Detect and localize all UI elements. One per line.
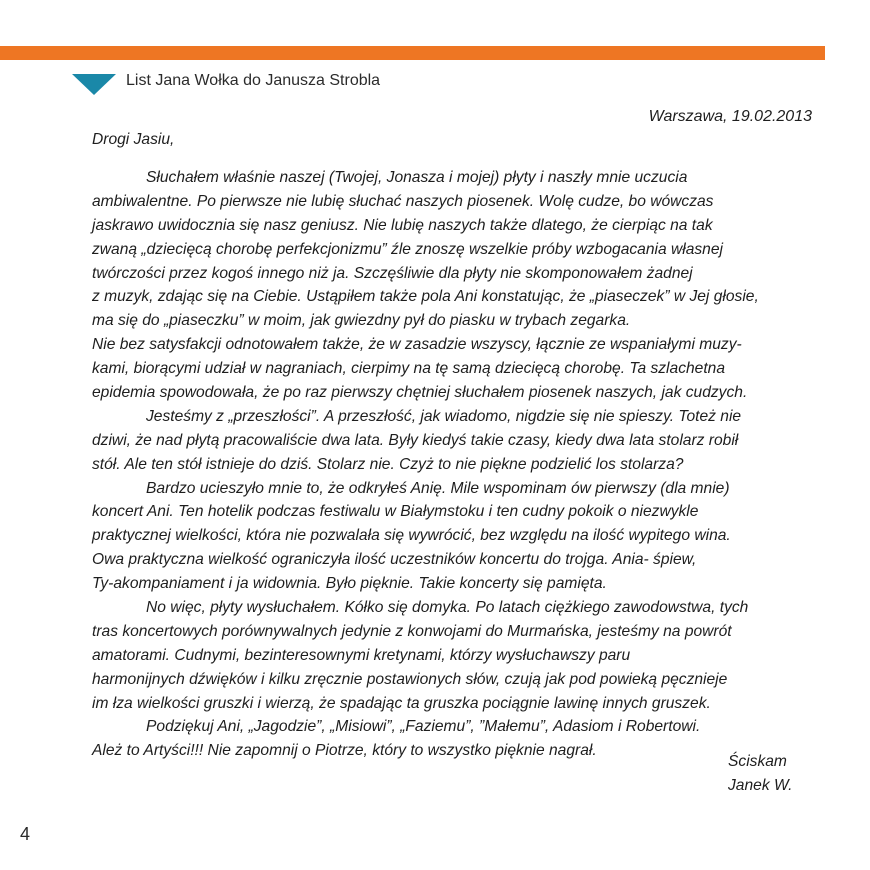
letter-line: Owa praktyczna wielkość ograniczyła ilość uczestników koncertu do trojga. Ania- śpiew, <box>92 551 697 569</box>
letter-line: epidemia spowodowała, że po raz pierwszy chętniej słuchałem piosenek naszych, jak cudzych. <box>92 384 748 402</box>
closing-phrase: Ściskam <box>728 753 787 770</box>
letter-date: Warszawa, 19.02.2013 <box>648 108 812 125</box>
letter-line: twórczości przez kogoś innego niż ja. Szczęśliwie dla płyty nie skomponowałem żadnej <box>92 264 693 282</box>
letter-closing <box>728 750 792 798</box>
letter-line: stół. Ale ten stół istnieje do dziś. Stolarz nie. Czyż to nie piękne podzielić los stolarza? <box>92 455 684 473</box>
letter-line: im łza wielkości gruszki i wierzą, że spadając ta gruszka pociągnie lawinę innych gruszek. <box>92 694 711 712</box>
letter-line: z muzyk, zdając się na Ciebie. Ustąpiłem także pola Ani konstatując, że „piaseczek” w Jej głosie, <box>92 288 759 306</box>
letter-line: kami, biorącymi udział w nagraniach, cierpimy na tę samą dziecięcą chorobę. Ta szlachetna <box>92 360 726 378</box>
letter-line: Ty-akompaniament i ja widownia. Było pięknie. Takie koncerty się pamięta. <box>92 575 607 593</box>
letter-body <box>92 166 822 763</box>
header-title: List Jana Wołka do Janusza Strobla <box>126 72 381 89</box>
letter-line: Ależ to Artyści!!! Nie zapomnij o Piotrze, który to wszystko pięknie nagrał. <box>92 742 597 760</box>
triangle-marker-icon <box>72 74 116 95</box>
letter-line: jaskrawo uwidocznia się nasz geniusz. Nie lubię naszych także dlatego, że cierpiąc na tak <box>92 216 713 234</box>
letter-line: tras koncertowych porównywalnych jedynie z konwojami do Murmańska, jesteśmy na powrót <box>92 622 732 640</box>
letter-line: Jesteśmy z „przeszłości”. A przeszłość, jak wiadomo, nigdzie się nie spieszy. Toteż nie <box>146 407 742 425</box>
letter-line: zwaną „dziecięcą chorobę perfekcjonizmu” źle znoszę wszelkie próby wzbogacania własnej <box>92 240 723 258</box>
letter-line: Słuchałem właśnie naszej (Twojej, Jonasza i mojej) płyty i naszły mnie uczucia <box>146 169 688 186</box>
letter-line: ma się do „piaseczku” w moim, jak gwiezdny pył do piasku w trybach zegarka. <box>92 312 631 330</box>
letter-line: amatorami. Cudnymi, bezinteresownymi kretynami, którzy wysłuchawszy paru <box>92 646 631 664</box>
letter-line: ambiwalentne. Po pierwsze nie lubię słuchać naszych piosenek. Wolę cudze, bo wówczas <box>92 192 714 210</box>
page-number: 4 <box>20 824 31 844</box>
letter-line: No więc, płyty wysłuchałem. Kółko się domyka. Po latach ciężkiego zawodowstwa, tych <box>146 599 749 617</box>
letter-line: koncert Ani. Ten hotelik podczas festiwalu w Białymstoku i ten cudny pokoik o niezwykle <box>92 503 699 521</box>
letter-greeting: Drogi Jasiu, <box>92 131 175 148</box>
top-accent-bar <box>0 46 825 60</box>
letter-line: dziwi, że nad płytą pracowaliście dwa lata. Były kiedyś takie czasy, kiedy dwa lata stolarz robił <box>92 431 739 449</box>
letter-line: Podziękuj Ani, „Jagodzie”, „Misiowi”, „Faziemu”, ”Małemu”, Adasiom i Robertowi. <box>146 718 701 736</box>
letter-line: Nie bez satysfakcji odnotowałem także, że w zasadzie wszyscy, łącznie ze wspaniałymi muzy- <box>92 336 742 354</box>
signature: Janek W. <box>728 777 793 794</box>
letter-line: harmonijnych dźwięków i kilku zręcznie postawionych słów, czują jak pod powieką pęcznieje <box>92 670 728 688</box>
letter-line: praktycznej wielkości, która nie pozwalała się wywrócić, bez względu na ilość wypitego wina. <box>92 527 731 545</box>
letter-line: Bardzo ucieszyło mnie to, że odkryłeś Anię. Mile wspominam ów pierwszy (dla mnie) <box>146 479 730 497</box>
